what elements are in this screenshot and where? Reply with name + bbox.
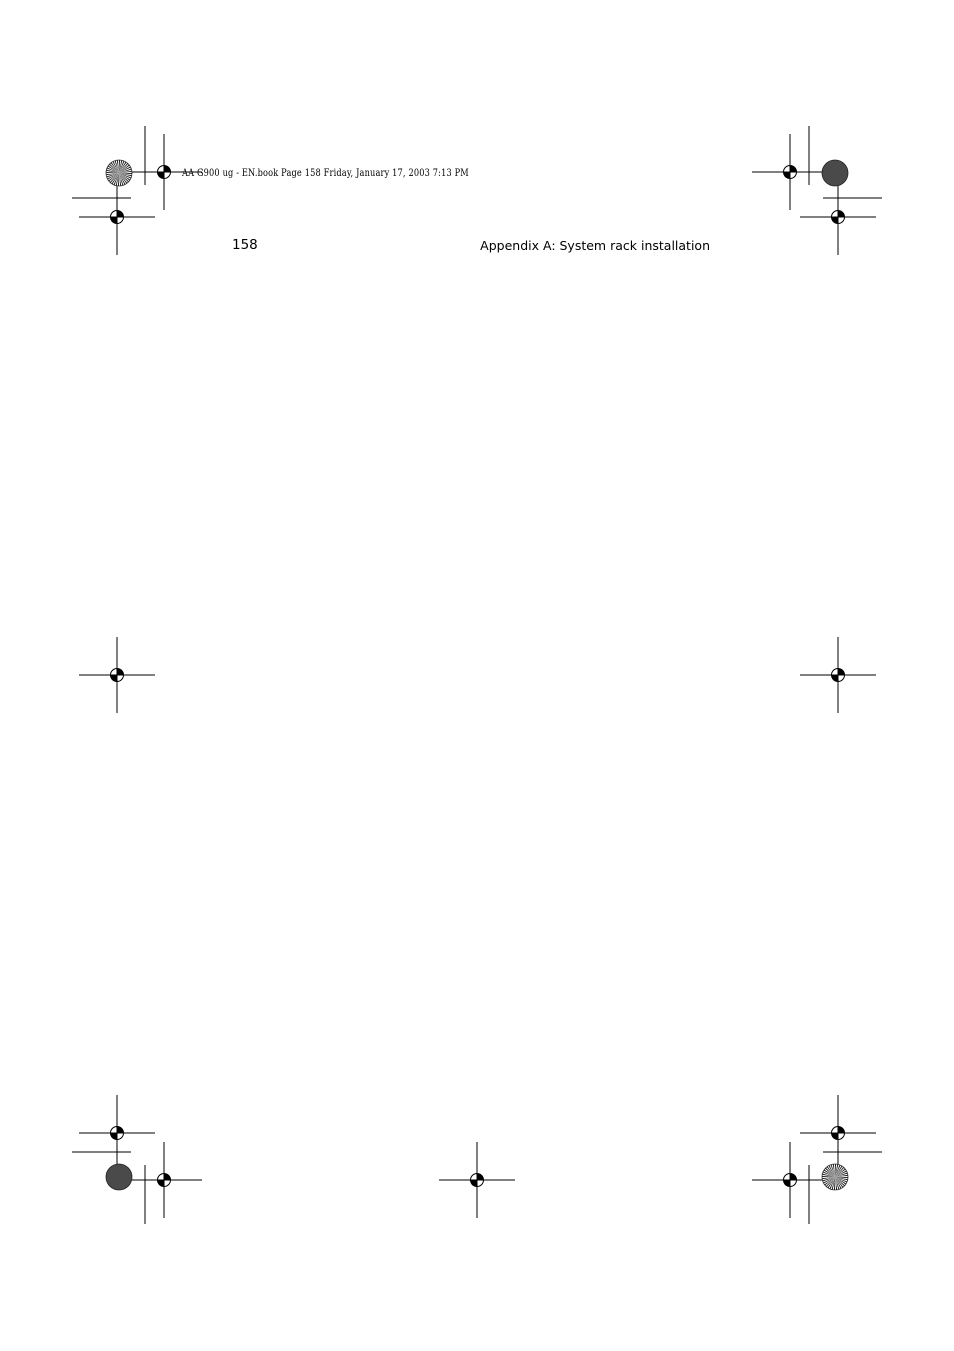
registration-mark-icon: [752, 134, 828, 210]
registration-mark-icon: [800, 1095, 876, 1171]
registration-mark-icon: [439, 1142, 515, 1218]
trim-lines: [72, 126, 882, 1224]
page-number: 158: [232, 237, 258, 253]
star-target-icon: [106, 160, 132, 186]
registration-mark-icon: [800, 179, 876, 255]
star-target-icon: [822, 1164, 848, 1190]
registration-mark-icon: [79, 1095, 155, 1171]
running-header-title: Appendix A: System rack installation: [480, 238, 710, 253]
registration-mark-icon: [79, 179, 155, 255]
registration-mark-icon: [752, 1142, 828, 1218]
color-target-icon: [822, 160, 848, 186]
registration-mark-icon: [126, 1142, 202, 1218]
print-slug: AA G900 ug - EN.book Page 158 Friday, January 17, 2003 7:13 PM: [182, 168, 469, 179]
registration-mark-icon: [79, 637, 155, 713]
registration-mark-icon: [800, 637, 876, 713]
color-target-icon: [106, 1164, 132, 1190]
